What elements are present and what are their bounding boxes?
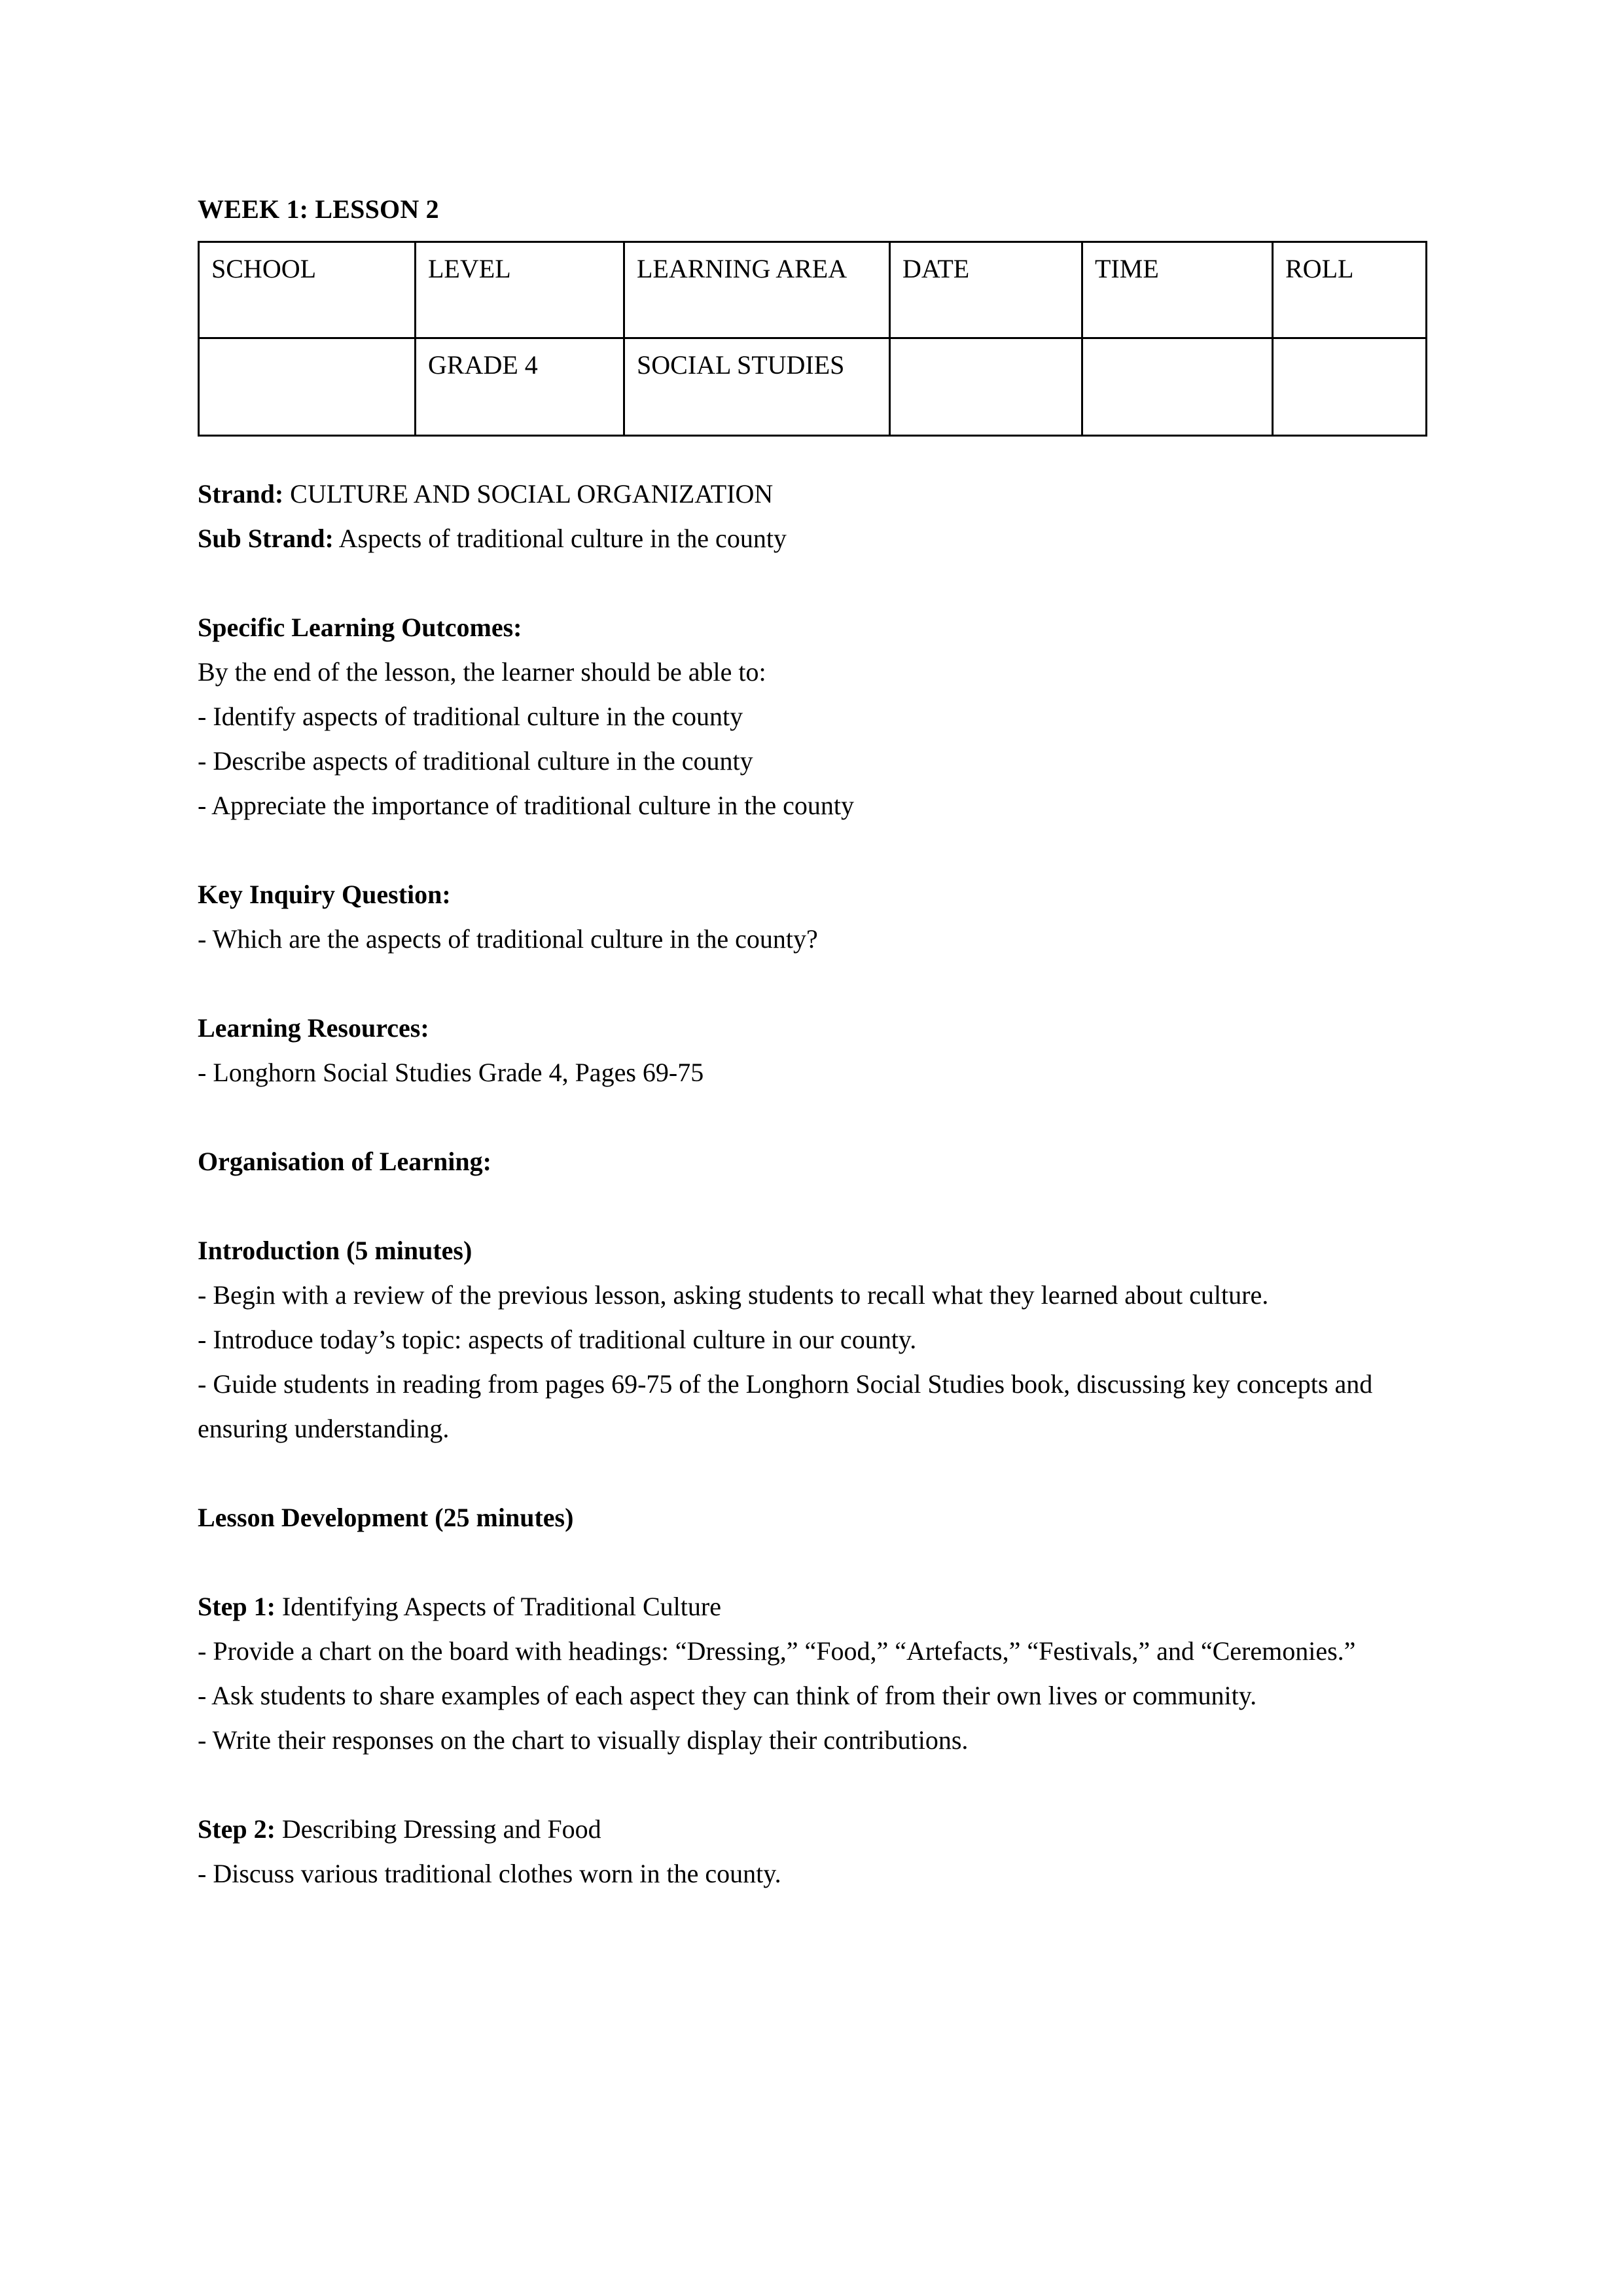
step-2-label: Step 2: xyxy=(198,1814,276,1844)
table-header-school: SCHOOL xyxy=(199,242,416,338)
spacer xyxy=(198,1184,1427,1229)
spacer xyxy=(198,1095,1427,1139)
strand-value: CULTURE AND SOCIAL ORGANIZATION xyxy=(283,479,774,509)
list-item: - Identify aspects of traditional culture in the county xyxy=(198,702,743,731)
list-item: - Appreciate the importance of traditional culture in the county xyxy=(198,791,854,820)
learning-resources-heading: Learning Resources: xyxy=(198,1013,429,1043)
cell-learning-area[interactable]: SOCIAL STUDIES xyxy=(624,338,890,436)
table-row xyxy=(199,338,1427,436)
list-item: - Begin with a review of the previous lesson, asking students to recall what they learned about culture. xyxy=(198,1280,1269,1310)
step-1-title: Identifying Aspects of Traditional Culture xyxy=(275,1592,721,1621)
strand-line xyxy=(198,472,1427,516)
step-1-title-line xyxy=(198,1585,1427,1629)
cell-school[interactable] xyxy=(199,338,416,436)
table-header-roll: ROLL xyxy=(1273,242,1427,338)
key-inquiry-question-heading: Key Inquiry Question: xyxy=(198,880,451,909)
list-item: - Introduce today’s topic: aspects of traditional culture in our county. xyxy=(198,1325,917,1354)
table-header-date: DATE xyxy=(890,242,1082,338)
list-item: - Ask students to share examples of each aspect they can think of from their own lives or community. xyxy=(198,1681,1257,1710)
specific-learning-outcomes-heading: Specific Learning Outcomes: xyxy=(198,613,522,642)
list-item: - Describe aspects of traditional culture in the county xyxy=(198,746,753,776)
table-header-time: TIME xyxy=(1082,242,1273,338)
lesson-info-table xyxy=(198,241,1427,437)
sub-strand-label: Sub Strand: xyxy=(198,524,334,553)
spacer xyxy=(198,961,1427,1006)
specific-learning-outcomes-intro: By the end of the lesson, the learner should be able to: xyxy=(198,657,766,687)
spacer xyxy=(198,1540,1427,1585)
spacer xyxy=(198,1763,1427,1807)
cell-level[interactable]: GRADE 4 xyxy=(416,338,624,436)
cell-date[interactable] xyxy=(890,338,1082,436)
step-1-label: Step 1: xyxy=(198,1592,276,1621)
list-item: - Guide students in reading from pages 69-75 of the Longhorn Social Studies book, discussing key concepts and ensuring understanding. xyxy=(198,1369,1373,1443)
step-2-title-line xyxy=(198,1807,1427,1852)
list-item: - Discuss various traditional clothes worn in the county. xyxy=(198,1859,781,1888)
organisation-of-learning-heading: Organisation of Learning: xyxy=(198,1147,491,1176)
spacer xyxy=(198,1451,1427,1496)
sub-strand-line xyxy=(198,516,1427,561)
spacer xyxy=(198,828,1427,872)
introduction-heading: Introduction (5 minutes) xyxy=(198,1236,473,1265)
table-header-level: LEVEL xyxy=(416,242,624,338)
spacer xyxy=(198,561,1427,605)
list-item: - Longhorn Social Studies Grade 4, Pages 69-75 xyxy=(198,1058,704,1087)
list-item: - Which are the aspects of traditional culture in the county? xyxy=(198,924,818,954)
strand-label: Strand: xyxy=(198,479,284,509)
lesson-development-heading: Lesson Development (25 minutes) xyxy=(198,1503,574,1532)
sub-strand-value: Aspects of traditional culture in the county xyxy=(333,524,787,553)
cell-time[interactable] xyxy=(1082,338,1273,436)
cell-roll[interactable] xyxy=(1273,338,1427,436)
list-item: - Write their responses on the chart to visually display their contributions. xyxy=(198,1725,969,1755)
table-header-row xyxy=(199,242,1427,338)
page-title: WEEK 1: LESSON 2 xyxy=(198,194,439,224)
step-2-title: Describing Dressing and Food xyxy=(275,1814,601,1844)
lesson-body xyxy=(198,472,1427,1896)
list-item: - Provide a chart on the board with headings: “Dressing,” “Food,” “Artefacts,” “Festivals,” and “Ceremonies.” xyxy=(198,1636,1356,1666)
table-header-learning-area: LEARNING AREA xyxy=(624,242,890,338)
